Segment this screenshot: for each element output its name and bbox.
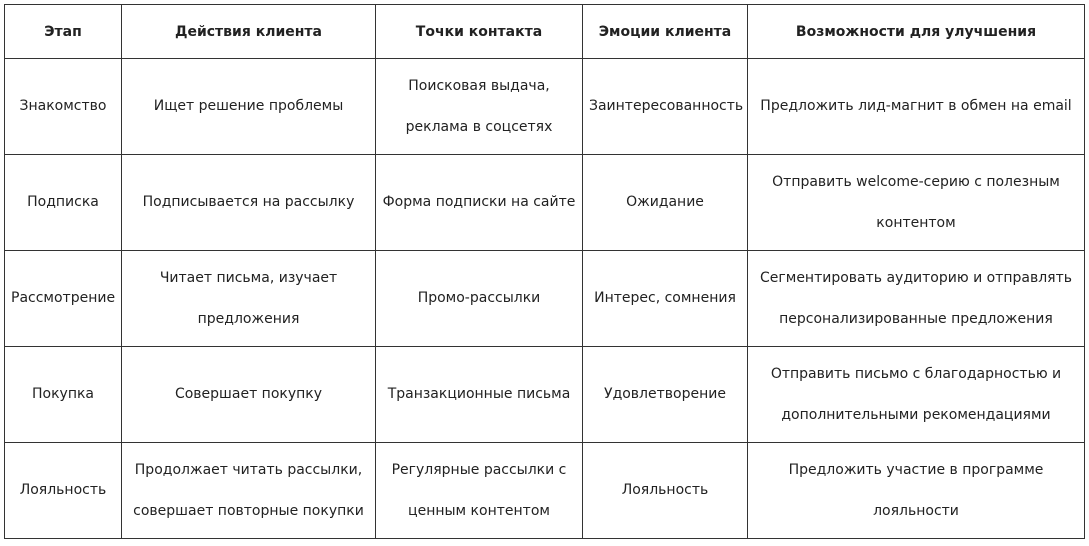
cell-improvements (748, 347, 1085, 443)
cell-line: Предложить участие в программе (788, 461, 1044, 478)
cell-line: Продолжает читать рассылки, (134, 461, 363, 478)
cell-emotions: Удовлетворение (583, 347, 748, 443)
cell-emotions: Заинтересованность (583, 59, 748, 155)
cell-touchpoints (376, 59, 583, 155)
cell-line: контентом (876, 214, 956, 231)
cell-line: Поисковая выдача, (408, 77, 550, 94)
cell-stage: Рассмотрение (5, 251, 122, 347)
table-row (5, 251, 1085, 347)
cell-line: Сегментировать аудиторию и отправлять (760, 269, 1072, 286)
customer-journey-table-wrapper (4, 4, 1084, 539)
cell-actions: Совершает покупку (122, 347, 376, 443)
cell-line: дополнительными рекомендациями (781, 406, 1051, 423)
cell-line: лояльности (873, 502, 959, 519)
cell-line: предложения (197, 310, 300, 327)
cell-improvements (748, 155, 1085, 251)
header-customer-emotions: Эмоции клиента (583, 5, 748, 59)
header-improvements: Возможности для улучшения (748, 5, 1085, 59)
header-customer-actions: Действия клиента (122, 5, 376, 59)
cell-stage: Покупка (5, 347, 122, 443)
cell-actions: Подписывается на рассылку (122, 155, 376, 251)
table-header-row (5, 5, 1085, 59)
cell-stage: Лояльность (5, 443, 122, 539)
cell-line: Регулярные рассылки с (391, 461, 567, 478)
cell-touchpoints (376, 251, 583, 347)
table-row (5, 347, 1085, 443)
cell-improvements (748, 443, 1085, 539)
cell-line: Читает письма, изучает (159, 269, 338, 286)
cell-line: реклама в соцсетях (405, 118, 553, 135)
customer-journey-table (4, 4, 1085, 539)
cell-stage: Подписка (5, 155, 122, 251)
cell-line: Транзакционные письма (387, 386, 571, 402)
table-row (5, 443, 1085, 539)
table-row (5, 155, 1085, 251)
cell-improvements (748, 251, 1085, 347)
cell-line: Отправить письмо с благодарностью и (770, 365, 1062, 382)
cell-touchpoints (376, 155, 583, 251)
cell-touchpoints (376, 347, 583, 443)
header-touchpoints: Точки контакта (376, 5, 583, 59)
cell-line: персонализированные предложения (779, 310, 1053, 327)
cell-line: Промо-рассылки (417, 290, 541, 306)
cell-line: Форма подписки на сайте (382, 194, 576, 210)
cell-stage: Знакомство (5, 59, 122, 155)
cell-emotions: Лояльность (583, 443, 748, 539)
cell-line: совершает повторные покупки (133, 502, 364, 519)
cell-improvements: Предложить лид-магнит в обмен на email (748, 59, 1085, 155)
cell-line: ценным контентом (408, 502, 550, 519)
table-row (5, 59, 1085, 155)
cell-emotions: Ожидание (583, 155, 748, 251)
cell-actions (122, 251, 376, 347)
header-stage: Этап (5, 5, 122, 59)
cell-actions (122, 443, 376, 539)
cell-line: Отправить welcome-серию с полезным (772, 173, 1060, 190)
cell-emotions: Интерес, сомнения (583, 251, 748, 347)
cell-actions: Ищет решение проблемы (122, 59, 376, 155)
cell-touchpoints (376, 443, 583, 539)
